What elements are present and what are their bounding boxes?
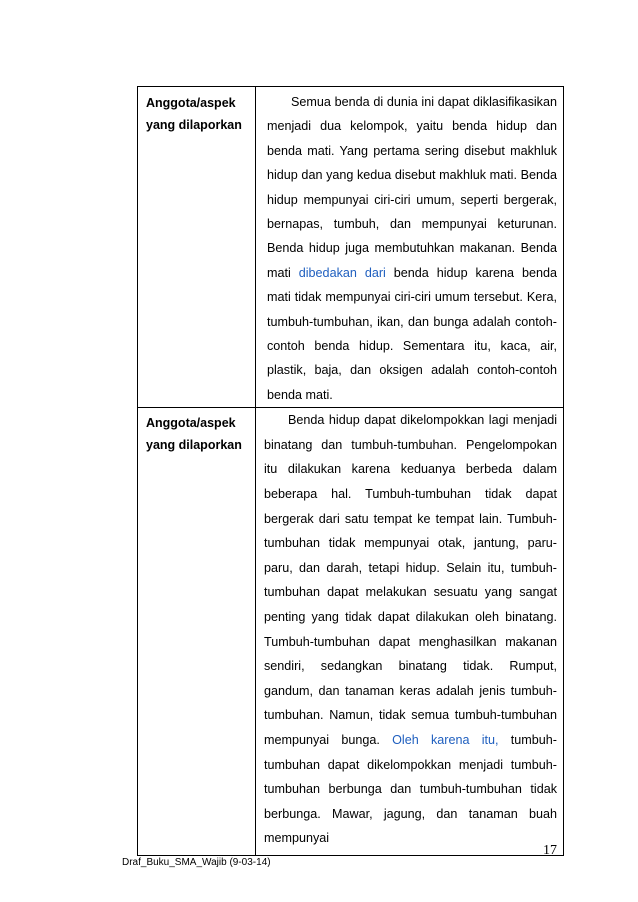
content-cell [256,408,564,856]
label-cell [138,408,256,856]
label-line: Anggota/aspek [146,416,236,431]
label-line: yang dilaporkan [146,438,242,453]
report-table [137,86,564,856]
content-cell [256,87,564,408]
text-segment: benda hidup karena benda mati tidak mempunyai ciri-ciri umum tersebut. Kera, tumbuh-tumbuhan, ikan, dan bunga adalah contoh-contoh benda hidup. Sementara itu, kaca, air, plastik, baja, dan oksigen adalah contoh-contoh benda mati. [267,265,557,402]
footer-text: Draf_Buku_SMA_Wajib (9-03-14) [122,857,271,868]
table-row [138,87,564,408]
paragraph [256,408,563,855]
paragraph [256,87,563,407]
text-segment: tumbuh-tumbuhan dapat dikelompokkan menjadi tumbuh-tumbuhan berbunga dan tumbuh-tumbuhan tidak berbunga. Mawar, jagung, dan tanaman buah mempunyai [264,733,557,846]
label-cell [138,87,256,408]
label-line: yang dilaporkan [146,118,242,132]
label-line: Anggota/aspek [146,96,236,110]
text-segment: Benda hidup dapat dikelompokkan lagi menjadi binatang dan tumbuh-tumbuhan. Pengelompokan itu dilakukan karena keduanya berbeda dalam beberapa hal. Tumbuh-tumbuhan tidak dapat bergerak dari satu tempat ke tempat lain. Tumbuh-tumbuhan tidak mempunyai otak, jantung, paru-paru, dan darah, tetapi hidup. Selain itu, tumbuh-tumbuhan dapat melakukan sesuatu yang sangat penting yang tidak dapat dilakukan oleh binatang. Tumbuh-tumbuhan dapat menghasilkan makanan sendiri, sedangkan binatang tidak. Rumput, gandum, dan tanaman keras adalah jenis tumbuh-tumbuhan. Namun, tidak semua tumbuh-tumbuhan mempunyai bunga. [264,413,557,747]
page-number: 17 [543,843,557,858]
highlighted-phrase: dibedakan dari [298,265,386,280]
table-row [138,408,564,856]
highlighted-phrase: Oleh karena itu, [392,733,499,747]
text-segment: Semua benda di dunia ini dapat diklasifikasikan menjadi dua kelompok, yaitu benda hidup dan benda mati. Yang pertama sering disebut makhluk hidup dan yang kedua disebut makhluk mati. Benda hidup mempunyai ciri-ciri umum, seperti bergerak, bernapas, tumbuh, dan mempunyai keturunan. Benda hidup juga membutuhkan makanan. Benda mati [267,95,557,280]
